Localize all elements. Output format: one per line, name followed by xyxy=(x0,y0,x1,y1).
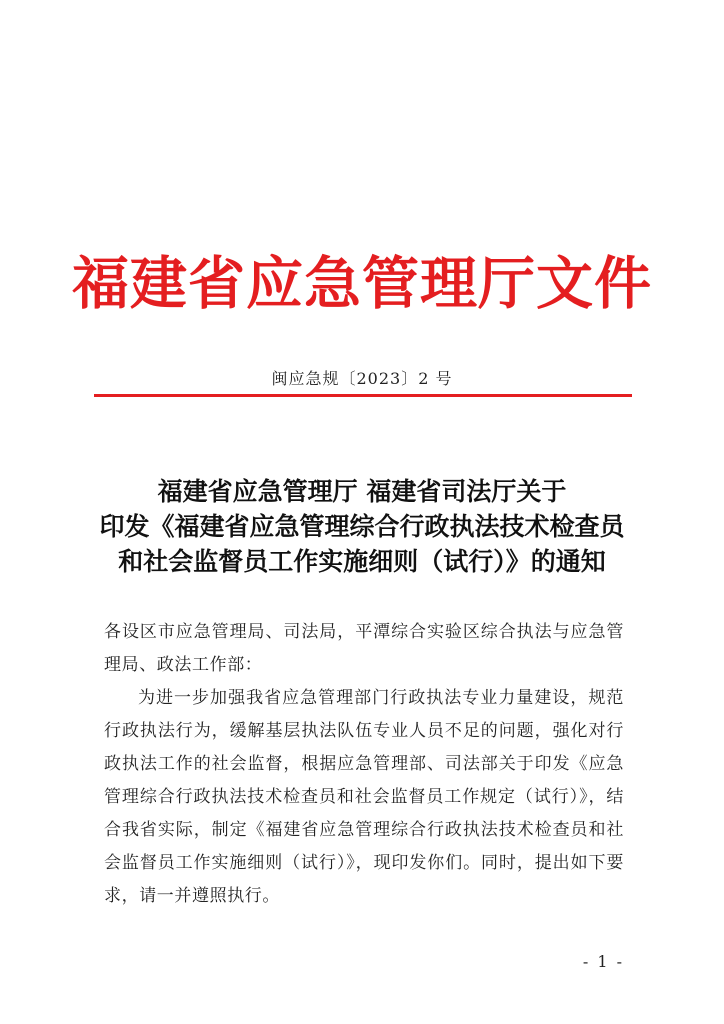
salutation-paragraph: 各设区市应急管理局、司法局，平潭综合实验区综合执法与应急管理局、政法工作部： xyxy=(104,622,624,675)
document-header-title: 福建省应急管理厅文件 xyxy=(72,251,652,317)
notice-title-line-1: 福建省应急管理厅 福建省司法厅关于 xyxy=(157,477,567,506)
notice-body xyxy=(104,616,624,913)
body-paragraph-1: 为进一步加强我省应急管理部门行政执法专业力量建设，规范行政执法行为，缓解基层执法队伍专业人员不足的问题，强化对行政执法工作的社会监督，根据应急管理部、司法部关于印发《应急管理综合行政执法技术检查员和社会监督员工作规定（试行）》，结合我省实际，制定《福建省应急管理综合行政执法技术检查员和社会监督员工作实施细则（试行）》，现印发你们。同时，提出如下要求，请一并遵照执行。 xyxy=(104,688,624,906)
document-number: 闽应急规〔2023〕2 号 xyxy=(271,369,453,388)
page-number: - 1 - xyxy=(582,952,624,971)
notice-title xyxy=(60,474,664,579)
red-separator-line xyxy=(94,394,632,397)
notice-title-line-3: 和社会监督员工作实施细则（试行）》的通知 xyxy=(118,547,606,576)
notice-title-line-2: 印发《福建省应急管理综合行政执法技术检查员 xyxy=(99,512,625,541)
